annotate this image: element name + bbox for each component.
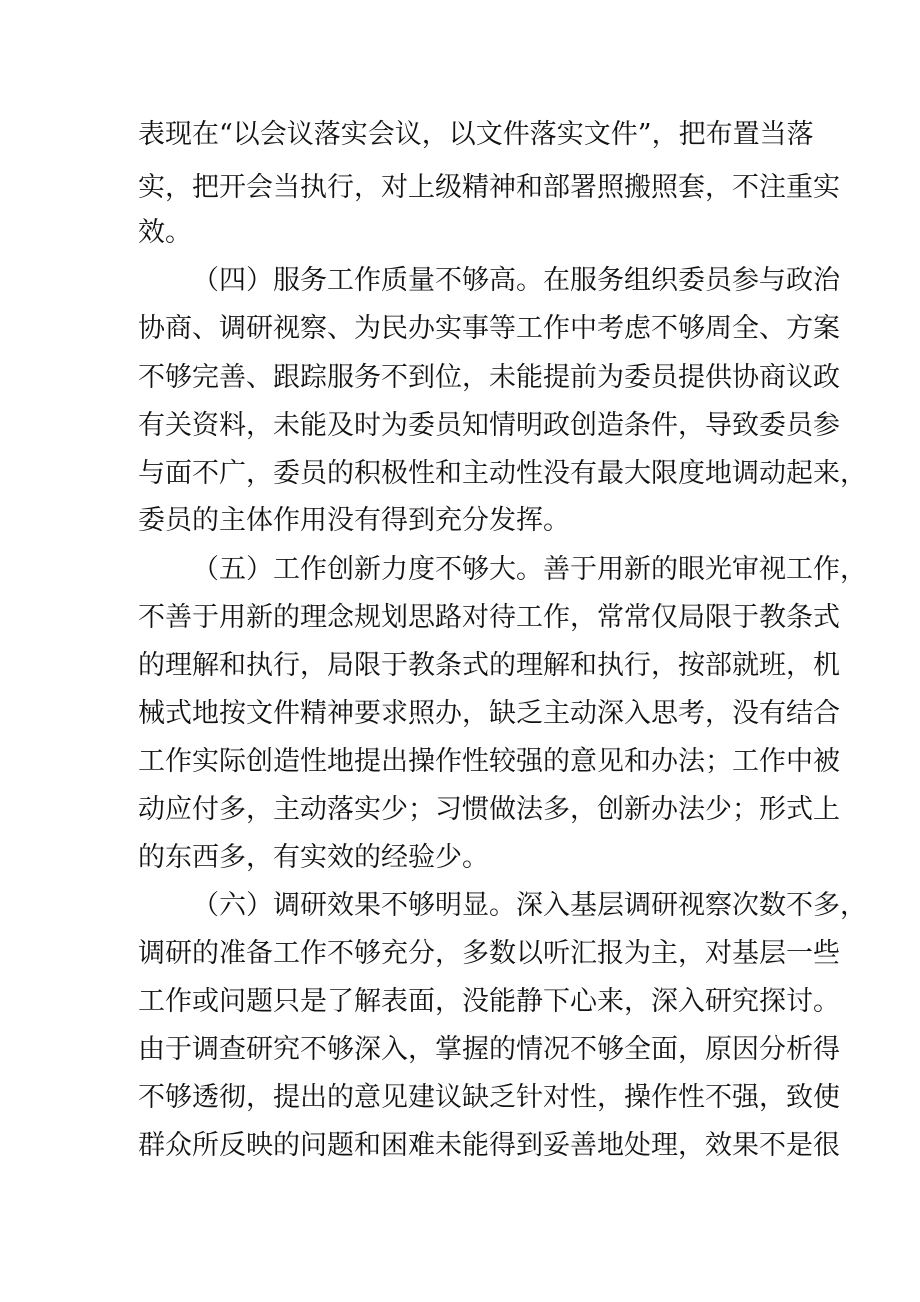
text-line: 调研的准备工作不够充分，多数以听汇报为主，对基层一些 bbox=[138, 938, 840, 969]
paragraph-heading-line: （六）调研效果不够明显。深入基层调研视察次数不多， bbox=[192, 890, 867, 921]
text-line: 委员的主体作用没有得到充分发挥。 bbox=[138, 505, 570, 536]
text-line: 与面不广，委员的积极性和主动性没有最大限度地调动起来， bbox=[138, 458, 867, 489]
text-line: 动应付多，主动落实少；习惯做法多，创新办法少；形式上 bbox=[138, 794, 840, 825]
text-line: 有关资料，未能及时为委员知情明政创造条件，导致委员参 bbox=[138, 410, 840, 441]
text-line: 的理解和执行，局限于教条式的理解和执行，按部就班，机 bbox=[138, 650, 840, 681]
text-line: 协商、调研视察、为民办实事等工作中考虑不够周全、方案 bbox=[138, 313, 840, 344]
text-line: 工作或问题只是了解表面，没能静下心来，深入研究探讨。 bbox=[138, 986, 840, 1017]
paragraph-heading-line: （五）工作创新力度不够大。善于用新的眼光审视工作， bbox=[192, 554, 867, 585]
text-line: 不善于用新的理念规划思路对待工作，常常仅局限于教条式 bbox=[138, 602, 840, 633]
text-line: 效。 bbox=[138, 217, 192, 248]
text-line: 不够透彻，提出的意见建议缺乏针对性，操作性不强，致使 bbox=[138, 1082, 840, 1113]
text-line: 表现在“以会议落实会议，以文件落实文件”，把布置当落 bbox=[138, 119, 814, 150]
text-line: 械式地按文件精神要求照办，缺乏主动深入思考，没有结合 bbox=[138, 698, 840, 729]
text-line: 的东西多，有实效的经验少。 bbox=[138, 842, 489, 873]
text-line: 群众所反映的问题和困难未能得到妥善地处理，效果不是很 bbox=[138, 1130, 840, 1161]
text-line: 实，把开会当执行，对上级精神和部署照搬照套，不注重实 bbox=[138, 172, 840, 203]
text-line: 工作实际创造性地提出操作性较强的意见和办法；工作中被 bbox=[138, 746, 840, 777]
text-line: 由于调查研究不够深入，掌握的情况不够全面，原因分析得 bbox=[138, 1034, 840, 1065]
paragraph-heading-line: （四）服务工作质量不够高。在服务组织委员参与政治 bbox=[192, 265, 840, 296]
text-line: 不够完善、跟踪服务不到位，未能提前为委员提供协商议政 bbox=[138, 362, 840, 393]
